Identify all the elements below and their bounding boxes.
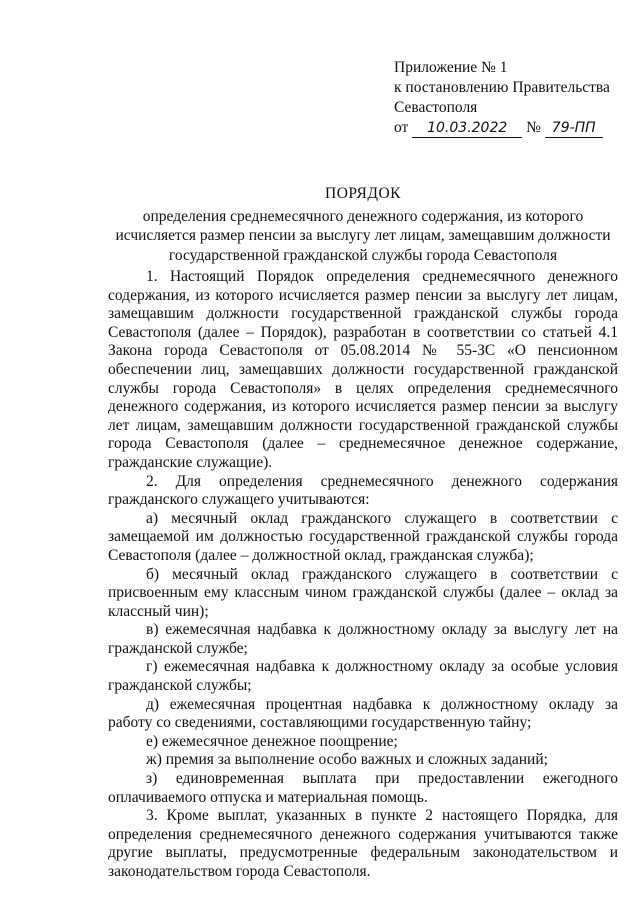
handwritten-date: 10.03.2022 <box>412 120 522 138</box>
item-a: а) месячный оклад гражданского служащего в соответствии с замещаемой им должностью государственной гражданской службы города Севастополя (далее – должностной оклад, гражданская служба); <box>108 509 618 564</box>
document-title: ПОРЯДОК <box>325 185 401 202</box>
item-b: б) месячный оклад гражданского служащего в соответствии с присвоенным ему классным чином гражданской службы (далее – оклад за классный чин); <box>108 565 618 620</box>
item-v: в) ежемесячная надбавка к должностному окладу за выслугу лет на гражданской службе; <box>108 621 618 657</box>
document-header <box>108 184 618 265</box>
appendix-resolution: к постановлению Правительства <box>394 79 610 96</box>
appendix-date-line <box>394 118 610 138</box>
item-e: е) ежемесячное денежное поощрение; <box>146 732 398 750</box>
item-g: г) ежемесячная надбавка к должностному окладу за особые условия гражданской службы; <box>108 658 618 695</box>
from-label: от <box>394 119 409 136</box>
appendix-block <box>394 58 610 138</box>
number-label: № <box>526 119 541 136</box>
appendix-title: Приложение № 1 <box>394 59 508 76</box>
paragraph-1: 1. Настоящий Порядок определения среднемесячного денежного содержания, из которого исчисляется размер пенсии за выслугу лет лицам, замещавшим должности государственной гражданской службы города Севастополя (далее – Порядок), разработан в соответствии со статьей 4.1 Закона города Севастополя от 05.08.2014 № 55-ЗС «О пенсионном обеспечении лиц, замещавших должности государственной гражданской службы города Севастополя» в целях определения среднемесячного денежного содержания, из которого исчисляется размер пенсии за выслугу лет лицам, замещавшим должности государственной гражданской службы города Севастополя (далее – среднемесячное денежное содержание, гражданские служащие). <box>108 268 618 471</box>
document-body <box>108 268 618 882</box>
item-z: з) единовременная выплата при предоставлении ежегодного оплачиваемого отпуска и материальная помощь. <box>108 770 618 806</box>
paragraph-3: 3. Кроме выплат, указанных в пункте 2 настоящего Порядка, для определения среднемесячного денежного содержания учитываются также другие выплаты, предусмотренные федеральным законодательством и законодательством города Севастополя. <box>108 807 618 880</box>
item-d: д) ежемесячная процентная надбавка к должностному окладу за работу со сведениями, составляющими государственную тайну; <box>108 695 618 732</box>
appendix-city: Севастополя <box>394 99 478 116</box>
item-zh: ж) премия за выполнение особо важных и сложных заданий; <box>146 751 548 769</box>
paragraph-2: 2. Для определения среднемесячного денежного содержания гражданского служащего учитываются: <box>108 472 618 509</box>
handwritten-number: 79-ПП <box>545 120 603 138</box>
document-subtitle: определения среднемесячного денежного содержания, из которого исчисляется размер пенсии за выслугу лет лицам, замещавшим должности государственной гражданской службы города Севастополя <box>115 207 611 264</box>
